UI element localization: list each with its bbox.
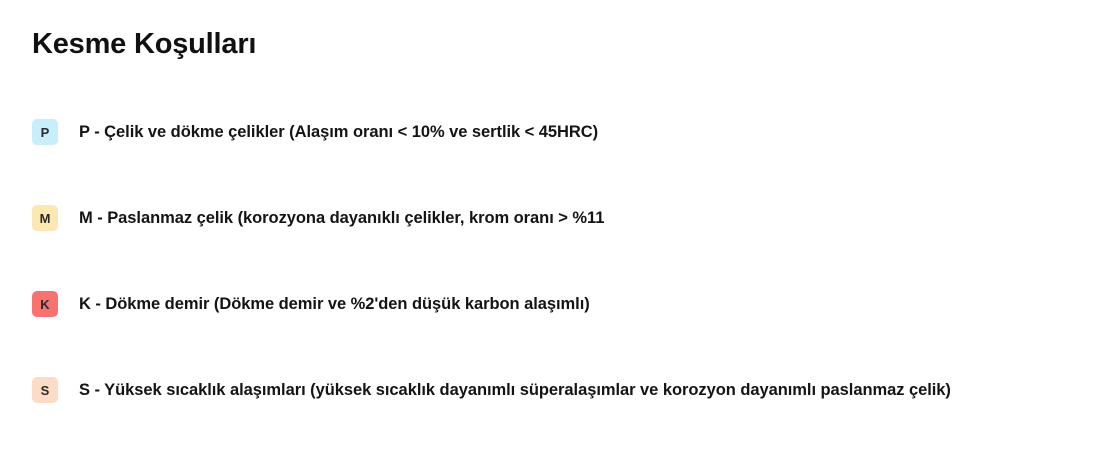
material-badge-p: P (32, 119, 58, 145)
list-item (30, 347, 1079, 433)
list-item-label: P - Çelik ve dökme çelikler (Alaşım oranı < 10% ve sertlik < 45HRC) (79, 122, 599, 141)
list-item (30, 261, 1079, 347)
material-group-list (30, 89, 1079, 433)
list-item-label: K - Dökme demir (Dökme demir ve %2'den düşük karbon alaşımlı) (79, 294, 590, 313)
material-badge-s: S (32, 377, 58, 403)
material-badge-k: K (32, 291, 58, 317)
list-item (30, 175, 1079, 261)
page-title: Kesme Koşulları (32, 28, 257, 60)
list-item (30, 89, 1079, 175)
list-item-label: S - Yüksek sıcaklık alaşımları (yüksek sıcaklık dayanımlı süperalaşımlar ve korozyon dayanımlı paslanmaz çelik) (79, 380, 951, 399)
list-item-label: M - Paslanmaz çelik (korozyona dayanıklı çelikler, krom oranı > %11 (79, 208, 605, 227)
material-badge-m: M (32, 205, 58, 231)
